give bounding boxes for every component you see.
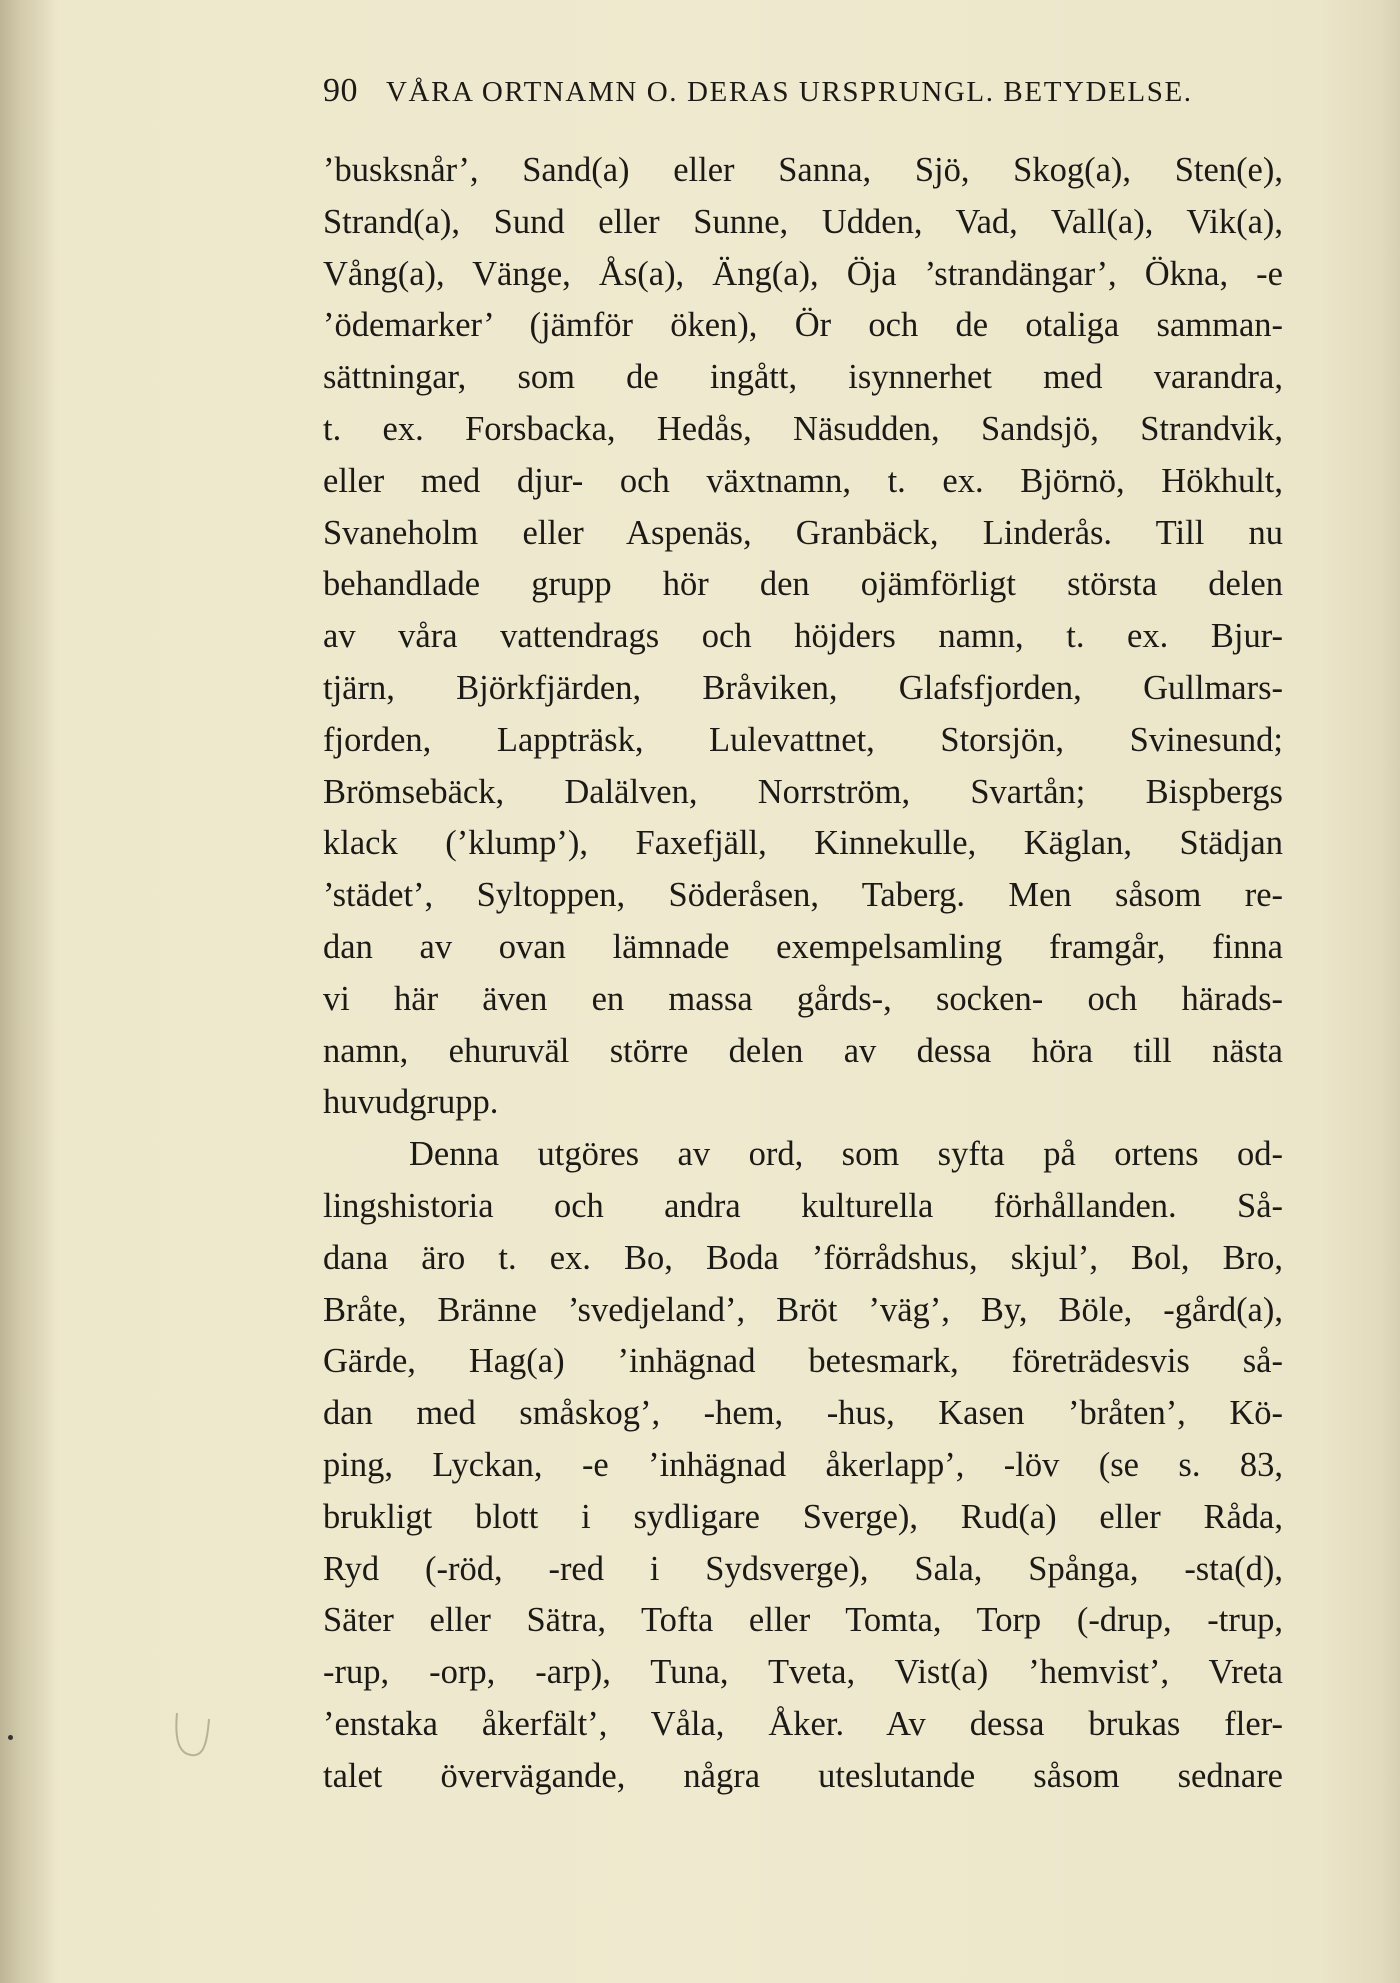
text-line: sättningar, som de ingått, isynnerhet med varandra, — [323, 358, 1283, 397]
text-line: klack (’klump’), Faxefjäll, Kinnekulle, Käglan, Städjan — [323, 824, 1283, 863]
text-line: Svaneholm eller Aspenäs, Granbäck, Linderås. Till nu — [323, 513, 1283, 552]
text-line: dan av ovan lämnade exempelsamling framgår, finna — [323, 927, 1283, 966]
text-line: ’ödemarker’ (jämför öken), Ör och de otaliga samman- — [323, 306, 1283, 345]
text-line: vi här även en massa gårds-, socken- och härads- — [323, 979, 1283, 1018]
text-line: lingshistoria och andra kulturella förhållanden. Så- — [323, 1186, 1283, 1225]
text-line: ping, Lyckan, -e ’inhägnad åkerlapp’, -löv (se s. 83, — [323, 1445, 1283, 1484]
text-line: ’enstaka åkerfält’, Våla, Åker. Av dessa brukas fler- — [323, 1704, 1283, 1743]
text-line: Ryd (-röd, -red i Sydsverge), Sala, Spånga, -sta(d), — [323, 1549, 1283, 1588]
text-line: dan med småskog’, -hem, -hus, Kasen ’bråten’, Kö- — [323, 1394, 1283, 1433]
text-line: Brömsebäck, Dalälven, Norrström, Svartån; Bispbergs — [323, 772, 1283, 811]
text-line: Bråte, Bränne ’svedjeland’, Bröt ’väg’, By, Böle, -gård(a), — [323, 1290, 1283, 1329]
text-line: t. ex. Forsbacka, Hedås, Näsudden, Sandsjö, Strandvik, — [323, 409, 1283, 448]
text-line: av våra vattendrags och höjders namn, t. ex. Bjur- — [323, 617, 1283, 656]
margin-pencil-mark — [165, 1705, 225, 1765]
text-line: Säter eller Sätra, Tofta eller Tomta, Torp (-drup, -trup, — [323, 1601, 1283, 1640]
text-line: namn, ehuruväl större delen av dessa höra till nästa — [323, 1031, 1283, 1070]
page-header — [323, 72, 1283, 122]
text-line: -rup, -orp, -arp), Tuna, Tveta, Vist(a) ’hemvist’, Vreta — [323, 1653, 1283, 1692]
text-line: tjärn, Björkfjärden, Bråviken, Glafsfjorden, Gullmars- — [323, 668, 1283, 707]
text-line: Strand(a), Sund eller Sunne, Udden, Vad, Vall(a), Vik(a), — [323, 202, 1283, 241]
text-line: ’städet’, Syltoppen, Söderåsen, Taberg. Men såsom re- — [323, 876, 1283, 915]
running-head: VÅRA ORTNAMN O. DERAS URSPRUNGL. BETYDELSE. — [386, 76, 1193, 108]
page-number: 90 — [323, 72, 358, 109]
text-line: fjorden, Lappträsk, Lulevattnet, Storsjön, Svinesund; — [323, 720, 1283, 759]
body-text — [323, 145, 1283, 1803]
text-line: dana äro t. ex. Bo, Boda ’förrådshus, skjul’, Bol, Bro, — [323, 1238, 1283, 1277]
text-line: huvudgrupp. — [323, 1083, 499, 1122]
text-line: behandlade grupp hör den ojämförligt största delen — [323, 565, 1283, 604]
text-line: talet övervägande, några uteslutande såsom sednare — [323, 1756, 1283, 1795]
text-line: ’busksnår’, Sand(a) eller Sanna, Sjö, Skog(a), Sten(e), — [323, 151, 1283, 189]
text-line: Vång(a), Vänge, Ås(a), Äng(a), Öja ’strandängar’, Ökna, -e — [323, 254, 1283, 293]
text-line: Gärde, Hag(a) ’inhägnad betesmark, företrädesvis så- — [323, 1342, 1283, 1381]
margin-dot — [8, 1735, 13, 1740]
text-line: brukligt blott i sydligare Sverge), Rud(a) eller Råda, — [323, 1497, 1283, 1536]
text-line: eller med djur- och växtnamn, t. ex. Björnö, Hökhult, — [323, 461, 1283, 500]
page-gutter-shadow — [0, 0, 55, 1983]
text-line: Denna utgöres av ord, som syfta på ortens od- — [409, 1135, 1283, 1174]
